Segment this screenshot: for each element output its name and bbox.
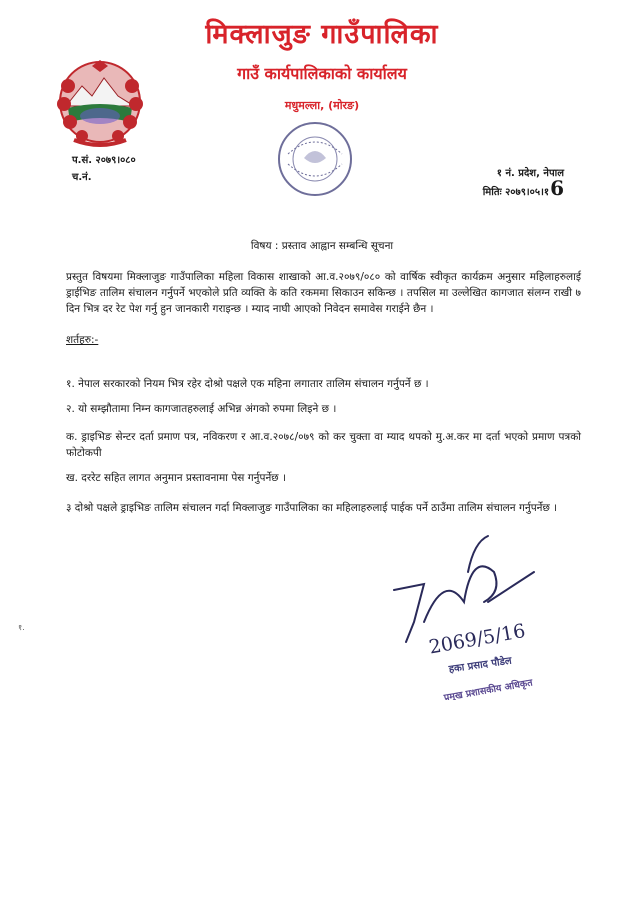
date-handwritten-digit: 6: [550, 176, 564, 200]
signature-block: [384, 532, 584, 700]
office-subtitle: गाउँ कार्यपालिकाको कार्यालय: [237, 64, 407, 83]
signer-designation: प्रमुख प्रशासकीय अधिकृत: [443, 677, 534, 700]
signature-date: 2069/5/16: [427, 619, 528, 659]
municipality-title: मिक्लाजुङ गाउँपालिका: [205, 19, 439, 50]
margin-mark: १.: [18, 623, 25, 632]
province-label: १ नं. प्रदेश, नेपाल: [496, 168, 564, 179]
condition-1: १. नेपाल सरकारको नियम भित्र रहेर दोश्रो पक्षले एक महिना लगातार तालिम संचालन गर्नुपर्ने छ ।: [66, 378, 429, 390]
intro-paragraph: प्रस्तुत विषयमा मिक्लाजुङ गाउँपालिका महिला विकास शाखाको आ.व.२०७९/०८० को वार्षिक स्वीकृत कार्यक्रम अनुसार महिलाहरुलाई ड्राईभिङ तालिम संचालन गर्नुपर्ने भएकोले प्रति व्यक्ति के कति रकममा सिकाउन सकिन्छ । तपसिल मा उल्लेखित कागजात संलग्न राखी ७ दिन भित्र दर रेट पेश गर्नु हुन जानकारी गराइन्छ । म्याद नाघी आएको निवेदन समावेस गराईने छैन ।: [66, 271, 581, 315]
date-line: [482, 176, 564, 200]
notice-subject: विषय : प्रस्ताव आह्वान सम्बन्धि सूचना: [250, 240, 394, 252]
conditions-heading: शर्तहरु:-: [66, 334, 99, 346]
dispatch-number: च.नं.: [72, 172, 92, 183]
condition-2a: क. ड्राइभिङ सेन्टर दर्ता प्रमाण पत्र, नविकरण र आ.व.२०७८/०७९ को कर चुक्ता वा म्याद थपको मु.अ.कर मा दर्ता भएको प्रमाण पत्रको फोटोकपी: [66, 431, 581, 459]
condition-3: ३ दोश्रो पक्षले ड्राइभिङ तालिम संचालन गर्दा मिक्लाजुङ गाउँपालिका का महिलाहरुलाई पाईक पर्ने ठाउँमा तालिम संचालन गर्नुपर्नेछ ।: [66, 502, 558, 514]
office-seal: [274, 118, 356, 200]
condition-2b: ख. दररेट सहित लागत अनुमान प्रस्तावनामा पेस गर्नुपर्नेछ ।: [66, 472, 286, 484]
signer-name: हका प्रसाद पौडेल: [448, 655, 513, 676]
letter-number: प.सं. २०७९।०८०: [72, 155, 136, 166]
condition-2: २. यो सम्झौतामा निम्न कागजातहरुलाई अभिन्न अंगको रुपमा लिइने छ ।: [66, 403, 337, 415]
reference-block: [72, 152, 136, 186]
date-value: २०७९।०५।१: [505, 187, 550, 198]
office-address: मधुमल्ला, (मोरङ): [284, 99, 360, 112]
province-date-block: [483, 166, 564, 200]
date-label: मितिः: [482, 187, 502, 198]
